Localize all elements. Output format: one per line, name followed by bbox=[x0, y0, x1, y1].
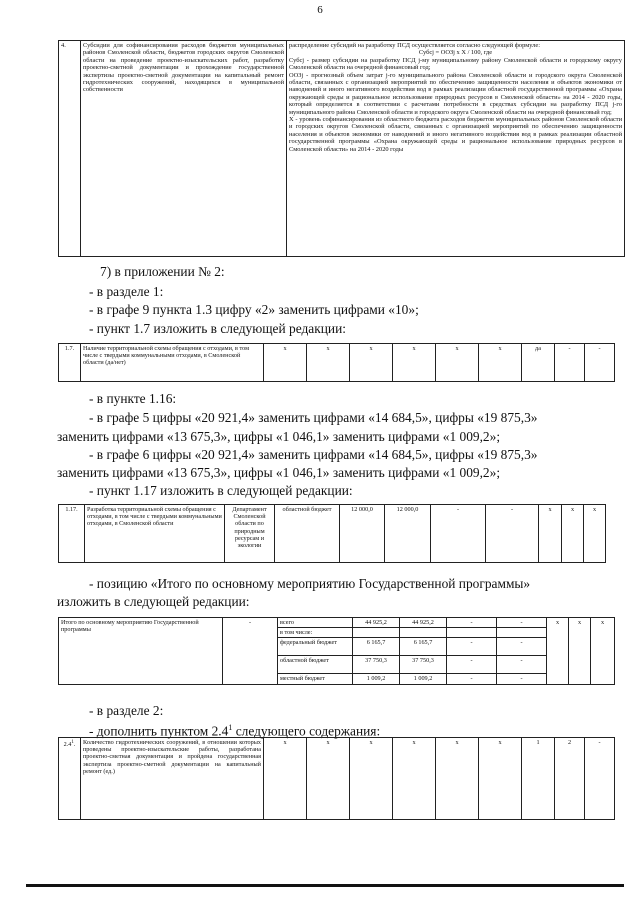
total-table bbox=[58, 617, 615, 685]
year-amount: 44 925,2 bbox=[400, 618, 447, 628]
paragraph: - в графе 9 пункта 1.3 цифру «2» заменить цифрами «10»; bbox=[89, 302, 419, 317]
paragraph: изложить в следующей редакции: bbox=[57, 594, 250, 609]
total-label: Итого по основному мероприятию Государственной программы bbox=[59, 618, 223, 685]
executor: Департамент Смоленской области по природным ресурсам и экологии bbox=[225, 505, 275, 563]
value-cell: х bbox=[436, 344, 479, 382]
paragraph-text: следующего содержания: bbox=[232, 723, 381, 739]
indicator-description: Наличие территориальной схемы обращения с отходами, в том числе с твердыми коммунальными отходами, в Смоленской области (да/нет) bbox=[81, 344, 264, 382]
row-number-main: 2.4 bbox=[63, 741, 72, 749]
total-amount: 37 750,3 bbox=[353, 656, 400, 674]
row-number bbox=[59, 738, 81, 820]
value-cell: х bbox=[393, 738, 436, 820]
value-cell: - bbox=[585, 344, 615, 382]
row-number-suffix: . bbox=[73, 741, 76, 749]
indicator-cell: х bbox=[562, 505, 584, 563]
value-cell: х bbox=[350, 344, 393, 382]
item-1-17-table bbox=[58, 504, 606, 563]
value-cell: х bbox=[436, 738, 479, 820]
row-number: 4. bbox=[59, 41, 81, 257]
funding-source: федеральный бюджет bbox=[278, 638, 353, 656]
year-amount: - bbox=[447, 656, 497, 674]
formula-intro: распределение субсидий на разработку ПСД осуществляется согласно следующей формуле: bbox=[289, 42, 540, 49]
value-cell: х bbox=[479, 738, 522, 820]
paragraph: 7) в приложении № 2: bbox=[100, 264, 225, 279]
total-amount: 1 009,2 bbox=[353, 674, 400, 684]
paragraph: - пункт 1.7 изложить в следующей редакции: bbox=[89, 321, 346, 336]
formula-para-1: Субсj - размер субсидии на разработку ПСД j-му муниципальному району Смоленской области и городскому округу Смоленской области на очередной финансовый год; bbox=[289, 56, 622, 72]
paragraph: - в пункте 1.16: bbox=[89, 391, 177, 406]
paragraph: заменить цифрами «13 675,3», цифры «1 046,1» заменить цифрами «1 009,2»; bbox=[57, 429, 501, 444]
year-amount: - bbox=[497, 656, 547, 674]
superscript: 1 bbox=[228, 723, 233, 732]
year-amount: 12 000,0 bbox=[385, 505, 431, 563]
row-number: 1.7. bbox=[59, 344, 81, 382]
paragraph: - в разделе 1: bbox=[89, 284, 164, 299]
total-amount: 12 000,0 bbox=[340, 505, 385, 563]
year-amount bbox=[447, 628, 497, 638]
indicator-cell: х bbox=[584, 505, 606, 563]
value-cell: да bbox=[522, 344, 555, 382]
year-amount: 1 009,2 bbox=[400, 674, 447, 684]
value-cell: х bbox=[264, 738, 307, 820]
value-cell: х bbox=[350, 738, 393, 820]
paragraph: заменить цифрами «13 675,3», цифры «1 046,1» заменить цифрами «1 009,2»; bbox=[57, 465, 501, 480]
value-cell: х bbox=[307, 738, 350, 820]
year-amount bbox=[497, 628, 547, 638]
row-number-sup: 1 bbox=[71, 740, 74, 745]
paragraph: - пункт 1.17 изложить в следующей редакции: bbox=[89, 483, 353, 498]
value-cell: х bbox=[307, 344, 350, 382]
indicator-cell: х bbox=[569, 618, 591, 685]
formula-para-2: ООЗj - прогнозный объем затрат j-го муниципального района Смоленской области и городского округа Смоленской области, связанных с организацией мероприятий по обеспечению защищенности населения и объектов экономики от наводнений и иного негативного воздействия вод в рамках реализации областной государственной программы «Охрана окружающей среды и рациональное использование природных ресурсов в Смоленской области» на 2014 - 2020 годы, который определяется в соответствии с расчетами потребности в средствах субсидии на разработку ПСД j-го муниципального района Смоленской области и городского округа Смоленской области на очередной финансовый год; bbox=[289, 71, 622, 116]
year-amount: - bbox=[447, 638, 497, 656]
total-amount: 6 165,7 bbox=[353, 638, 400, 656]
year-amount: 37 750,3 bbox=[400, 656, 447, 674]
executor-dash: - bbox=[223, 618, 278, 685]
item-2-4-1-table bbox=[58, 737, 615, 820]
funding-source: областной бюджет bbox=[278, 656, 353, 674]
bottom-rule bbox=[26, 884, 624, 887]
funding-source: местный бюджет bbox=[278, 674, 353, 684]
subsidy-formula-cell bbox=[287, 41, 625, 257]
activity-description: Разработка территориальной схемы обращения с отходами, в том числе с твердыми коммунальными отходами, в Смоленской области bbox=[85, 505, 225, 563]
paragraph: - в графе 5 цифры «20 921,4» заменить цифрами «14 684,5», цифры «19 875,3» bbox=[89, 410, 538, 425]
indicator-cell: х bbox=[539, 505, 562, 563]
value-cell: х bbox=[479, 344, 522, 382]
value-cell: 2 bbox=[555, 738, 585, 820]
year-amount: - bbox=[497, 618, 547, 628]
page-number: 6 bbox=[317, 4, 323, 16]
year-amount: - bbox=[447, 674, 497, 684]
value-cell: 1 bbox=[522, 738, 555, 820]
year-amount: 6 165,7 bbox=[400, 638, 447, 656]
row-number: 1.17. bbox=[59, 505, 85, 563]
year-amount: - bbox=[431, 505, 486, 563]
year-amount bbox=[400, 628, 447, 638]
formula-para-3: X - уровень софинансирования из областного бюджета расходов бюджетов муниципальных районов Смоленской области и городских округов Смоленской области, связанных с организацией мероприятий по обеспечению защищенности населения и объектов экономики от наводнений и иного негативного воздействия вод в рамках реализации областной государственной программы «Охрана окружающей среды и рациональное использование природных ресурсов в Смоленской области» на 2014 - 2020 годы bbox=[289, 116, 622, 153]
year-amount: - bbox=[497, 674, 547, 684]
paragraph: - позицию «Итого по основному мероприятию Государственной программы» bbox=[89, 576, 531, 591]
indicator-description: Количество гидротехнических сооружений, в отношении которых проведены проектно-изыскательские работы, разработана проектно-сметная документация и пройдена государственная экспертиза проектно-сметной документации на капитальный ремонт (ед.) bbox=[81, 738, 264, 820]
value-cell: х bbox=[393, 344, 436, 382]
paragraph: - в разделе 2: bbox=[89, 703, 164, 718]
item-1-7-table bbox=[58, 343, 615, 382]
paragraph: - в графе 6 цифры «20 921,4» заменить цифрами «14 684,5», цифры «19 875,3» bbox=[89, 447, 538, 462]
year-amount: - bbox=[497, 638, 547, 656]
funding-source: всего bbox=[278, 618, 353, 628]
formula: Субсj = ООЗj x X / 100, где bbox=[418, 49, 493, 57]
year-amount: - bbox=[486, 505, 539, 563]
total-amount: 44 925,2 bbox=[353, 618, 400, 628]
funding-source: областной бюджет bbox=[275, 505, 340, 563]
value-cell: - bbox=[555, 344, 585, 382]
year-amount: - bbox=[447, 618, 497, 628]
subsidy-description: Субсидии для софинансирования расходов бюджетов муниципальных районов Смоленской области, бюджетов городских округов Смоленской области на проведение проектно-изыскательских работ, разработку проектно-сметной документации и прохождение государственной экспертизы проектно-сметной документации на капитальный ремонт гидротехнических сооружений, находящихся в муниципальной собственности bbox=[81, 41, 287, 257]
indicator-cell: х bbox=[591, 618, 615, 685]
value-cell: - bbox=[585, 738, 615, 820]
total-amount bbox=[353, 628, 400, 638]
indicator-cell: х bbox=[547, 618, 569, 685]
paragraph-text: - дополнить пунктом 2.4 bbox=[89, 723, 229, 739]
subsidy-table bbox=[58, 40, 625, 257]
funding-source: в том числе: bbox=[278, 628, 353, 638]
value-cell: х bbox=[264, 344, 307, 382]
